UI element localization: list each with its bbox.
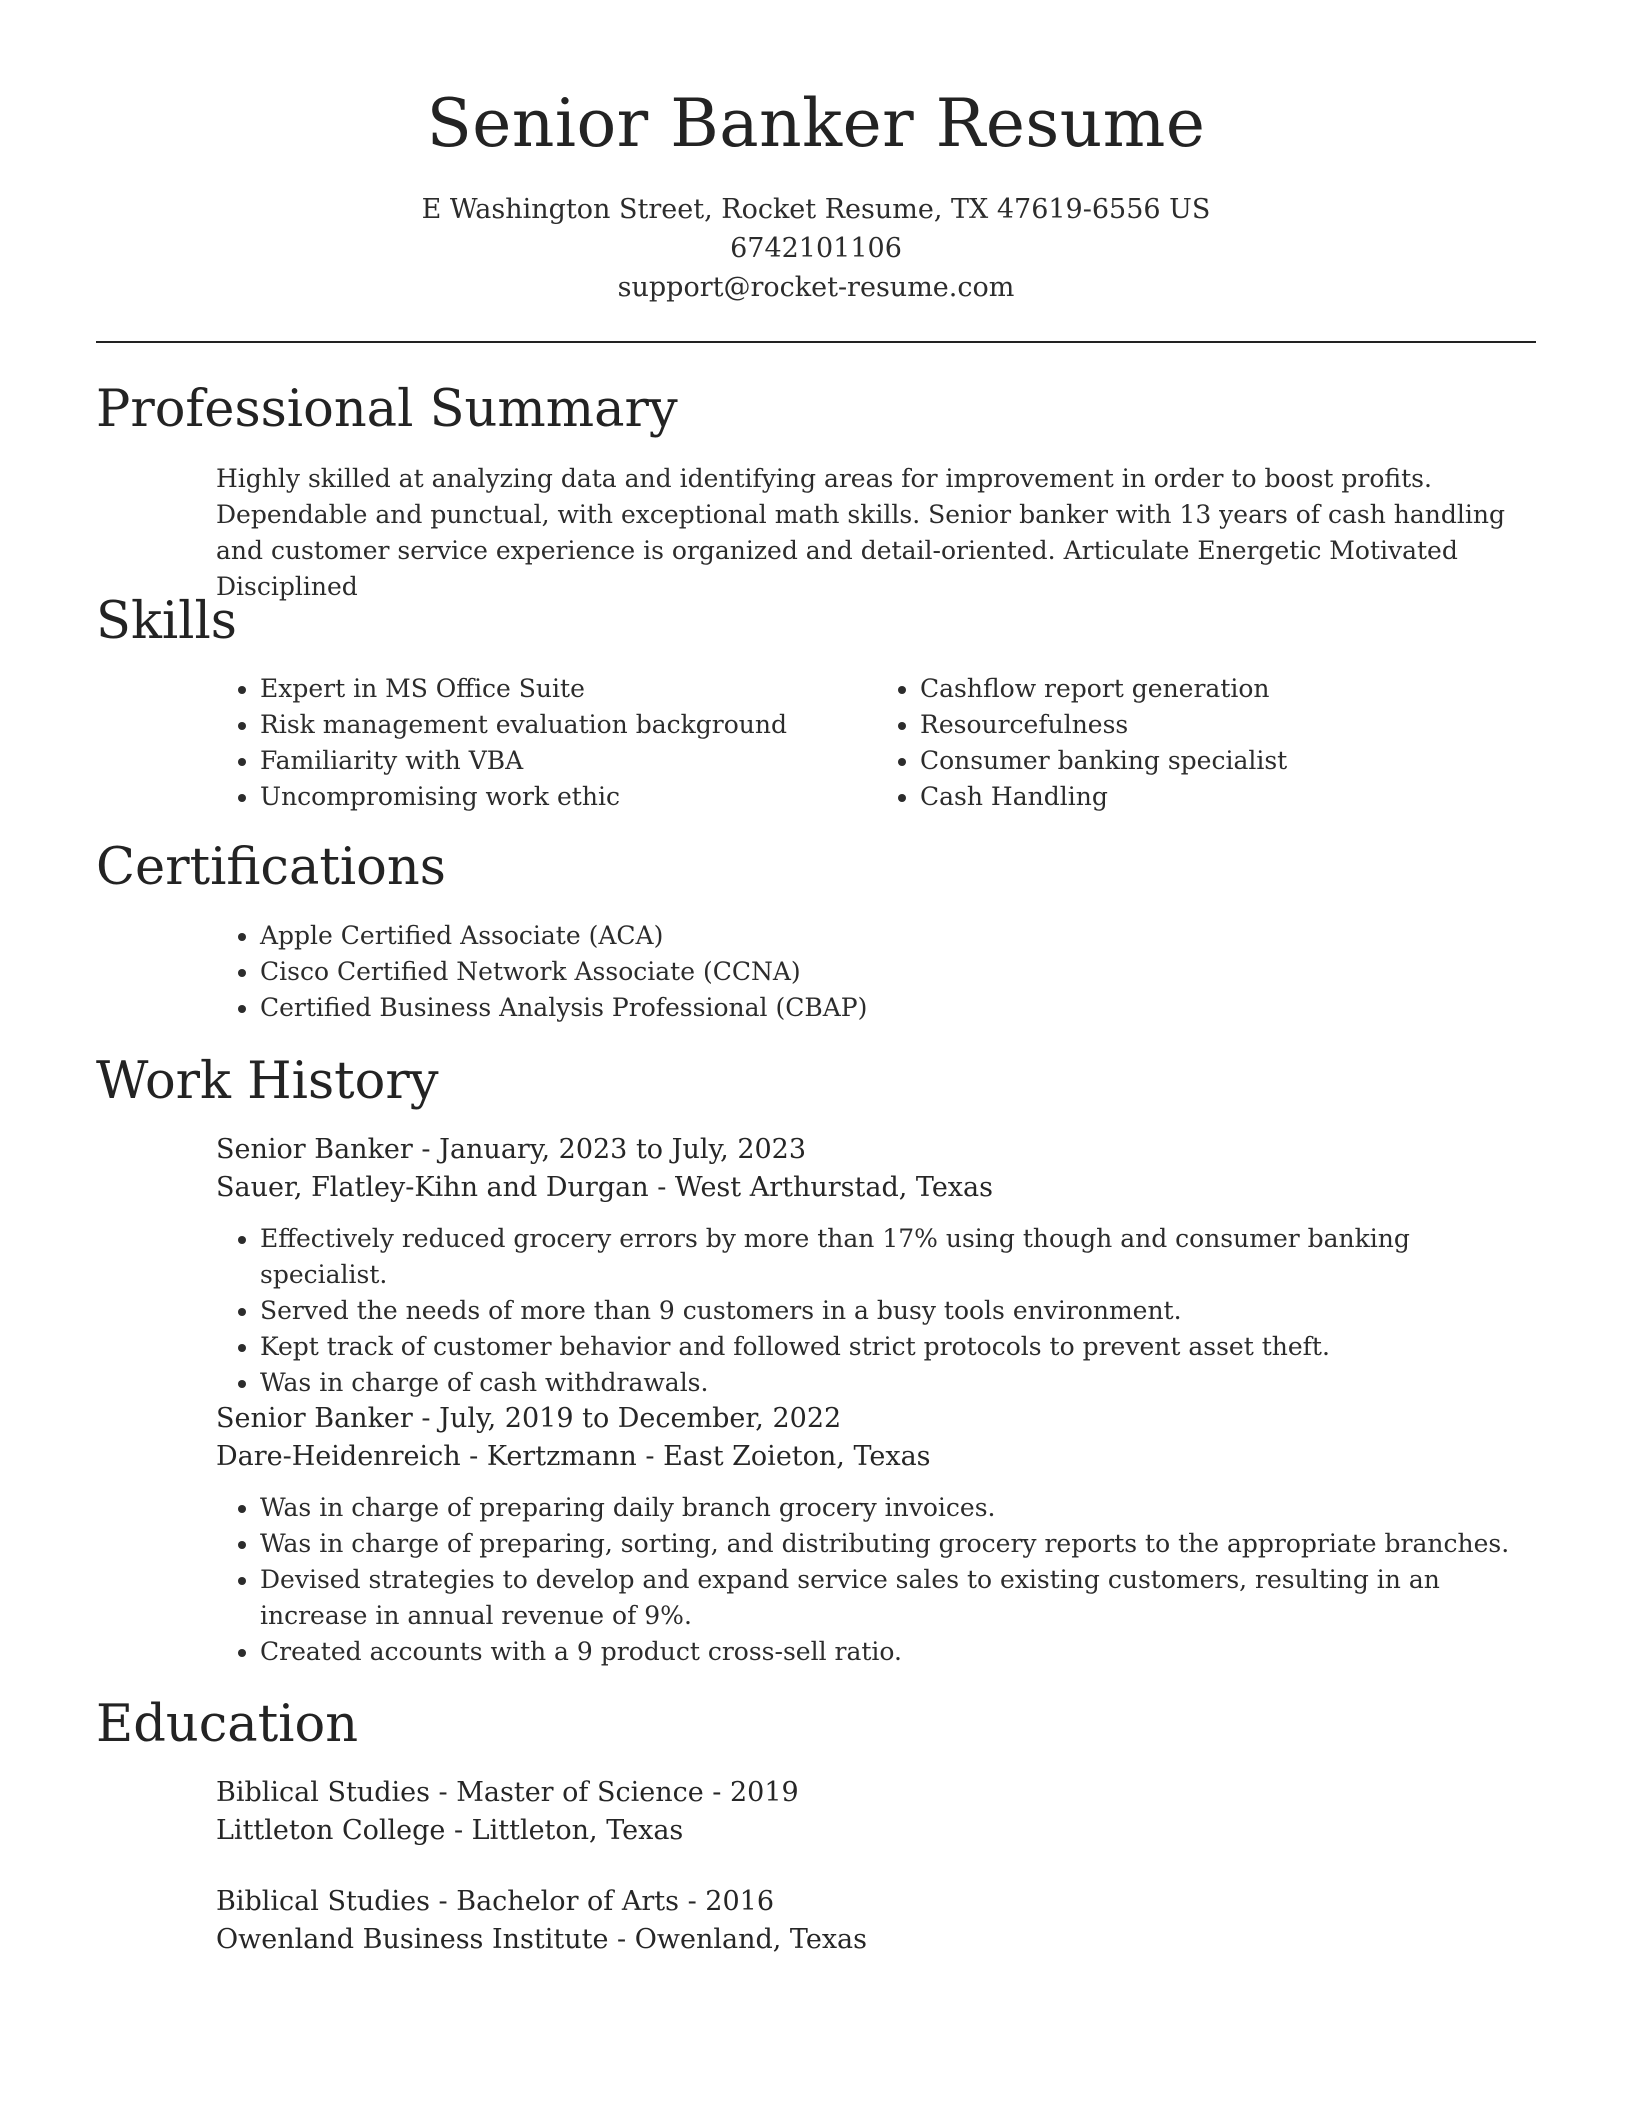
job-company-line	[216, 1438, 1536, 1476]
list-item: • Familiarity with VBA	[260, 743, 876, 779]
job-role: Senior Banker	[216, 1134, 413, 1165]
job-title-line	[216, 1131, 1536, 1169]
job-entry	[216, 1131, 1536, 1401]
job-company: Dare-Heidenreich - Kertzmann	[216, 1441, 637, 1472]
skills-list-left	[216, 671, 876, 815]
list-item: • Kept track of customer behavior and followed strict protocols to prevent asset theft.	[260, 1329, 1536, 1365]
certifications-list	[216, 918, 1536, 1026]
school-line	[216, 1812, 1536, 1850]
summary-text: Highly skilled at analyzing data and identifying areas for improvement in order to boost profits. Dependable and punctual, with exceptional math skills. Senior banker with 13 years of cash handling and customer service experience is organized and detail-oriented. Articulate Energetic Motivated Disciplined	[216, 464, 1505, 601]
email: support@rocket-resume.com	[617, 271, 1015, 303]
list-item: • Cashflow report generation	[920, 671, 1536, 707]
list-item: • Was in charge of preparing daily branch grocery invoices.	[260, 1490, 1536, 1526]
list-item: • Created accounts with a 9 product cross-sell ratio.	[260, 1634, 1536, 1670]
school-name: Littleton College	[216, 1815, 446, 1846]
degree-field: Biblical Studies - Bachelor of Arts	[216, 1886, 679, 1917]
skills-block	[216, 671, 1536, 815]
summary-block	[216, 461, 1536, 605]
degree-line	[216, 1883, 1536, 1921]
list-item: • Devised strategies to develop and expand service sales to existing customers, resulting in an increase in annual revenue of 9%.	[260, 1562, 1536, 1634]
list-item: • Served the needs of more than 9 customers in a busy tools environment.	[260, 1293, 1536, 1329]
header-divider	[96, 341, 1536, 343]
resume-header	[0, 0, 1632, 307]
list-item: • Was in charge of cash withdrawals.	[260, 1365, 1536, 1401]
list-item: • Resourcefulness	[920, 707, 1536, 743]
job-title-line	[216, 1400, 1536, 1438]
list-item: • Expert in MS Office Suite	[260, 671, 876, 707]
section-title-education: Education	[96, 1695, 359, 1754]
job-entry	[216, 1400, 1536, 1670]
education-entry	[216, 1774, 1536, 1850]
education-entry	[216, 1883, 1536, 1959]
school-line	[216, 1921, 1536, 1959]
section-title-skills: Skills	[96, 592, 237, 651]
job-company-line	[216, 1169, 1536, 1207]
section-title-certifications: Certifications	[96, 838, 446, 897]
list-item: • Apple Certified Associate (ACA)	[260, 918, 1536, 954]
list-item: • Consumer banking specialist	[920, 743, 1536, 779]
section-title-summary: Professional Summary	[96, 380, 678, 439]
contact-info	[0, 190, 1632, 307]
list-item: • Cash Handling	[920, 779, 1536, 815]
job-company: Sauer, Flatley-Kihn and Durgan	[216, 1172, 649, 1203]
phone: 6742101106	[730, 232, 902, 264]
degree-field: Biblical Studies - Master of Science	[216, 1777, 704, 1808]
job-role: Senior Banker	[216, 1403, 413, 1434]
degree-year: - 2019	[703, 1777, 799, 1808]
job-dates: - July, 2019 to December, 2022	[412, 1403, 842, 1434]
certifications-block	[216, 918, 1536, 1026]
job-location: - West Arthurstad, Texas	[648, 1172, 993, 1203]
skills-list-right	[876, 671, 1536, 815]
job-bullets	[216, 1221, 1536, 1401]
degree-line	[216, 1774, 1536, 1812]
school-name: Owenland Business Institute	[216, 1924, 609, 1955]
job-location: - East Zoieton, Texas	[636, 1441, 931, 1472]
resume-title: Senior Banker Resume	[426, 85, 1206, 162]
section-title-work-history: Work History	[96, 1052, 439, 1111]
school-location: - Owenland, Texas	[608, 1924, 867, 1955]
address: E Washington Street, Rocket Resume, TX 47619-6556 US	[421, 193, 1211, 225]
school-location: - Littleton, Texas	[445, 1815, 684, 1846]
list-item: • Certified Business Analysis Professional (CBAP)	[260, 990, 1536, 1026]
list-item: • Was in charge of preparing, sorting, and distributing grocery reports to the appropriate branches.	[260, 1526, 1536, 1562]
list-item: • Uncompromising work ethic	[260, 779, 876, 815]
list-item: • Cisco Certified Network Associate (CCNA)	[260, 954, 1536, 990]
job-bullets	[216, 1490, 1536, 1670]
job-dates: - January, 2023 to July, 2023	[412, 1134, 807, 1165]
degree-year: - 2016	[679, 1886, 775, 1917]
list-item: • Effectively reduced grocery errors by more than 17% using though and consumer banking specialist.	[260, 1221, 1536, 1293]
list-item: • Risk management evaluation background	[260, 707, 876, 743]
